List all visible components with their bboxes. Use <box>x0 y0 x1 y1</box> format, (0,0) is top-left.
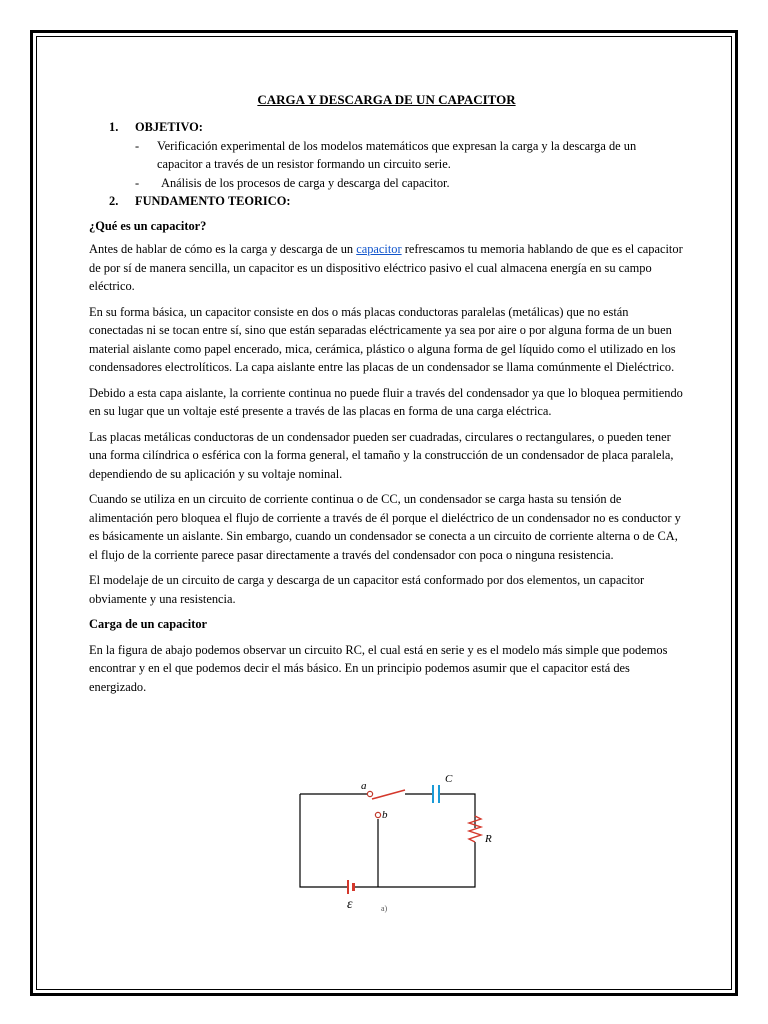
label-c: C <box>445 773 453 785</box>
bullet-text: Verificación experimental de los modelos matemáticos que expresan la carga y la descarga de un capacitor a través de un resistor formando un circuito serie. <box>157 138 637 171</box>
wire-bottom-right <box>355 842 475 887</box>
paragraph: Debido a esta capa aislante, la corriente continua no puede fluir a través del condensador ya que lo bloquea permitiendo en su lugar que un voltaje esté presente a través de las placas en forma de una carga eléctrica. <box>89 385 683 418</box>
objective-bullet <box>89 174 684 193</box>
paragraph-text: refrescamos tu memoria hablando de que es el capacitor de por sí de manera sencilla, un capacitor es un dispositivo eléctrico pasivo el cual almacena energía en su campo eléctrico. <box>89 242 683 293</box>
switch-terminal-b <box>375 812 380 817</box>
battery-plate-short <box>352 883 355 891</box>
rc-circuit-diagram <box>295 770 495 915</box>
paragraph: En su forma básica, un capacitor consiste en dos o más placas conductoras paralelas (metálicas) que no están conectadas ni se tocan entre sí, sino que están separadas eléctricamente ya sea por aire o por alguna forma de un buen material aislante como papel encerado, mica, cerámica, plástico o alguna forma de gel líquido como el utilizado en los condensadores electrolíticos. La capa aislante entre las placas de un condensador se llama comúnmente el Dieléctrico. <box>89 304 676 374</box>
subheading-carga: Carga de un capacitor <box>89 617 208 631</box>
document-title: CARGA Y DESCARGA DE UN CAPACITOR <box>257 92 516 107</box>
switch-terminal-a <box>367 791 372 796</box>
label-r: R <box>485 833 492 845</box>
subheading-que-es: ¿Qué es un capacitor? <box>89 218 207 233</box>
paragraph: Las placas metálicas conductoras de un condensador pueden ser cuadradas, circulares o rectangulares, o pueden tener una forma cilíndrica o esférica con la forma general, el tamaño y la construcción de un condensador de placa paralela, dependiendo de su aplicación y su voltaje nominal. <box>89 429 674 481</box>
section-fundamento <box>89 192 684 211</box>
capacitor-plate-right <box>438 785 440 803</box>
capacitor-plate-left <box>432 785 434 803</box>
section-heading: FUNDAMENTO TEORICO: <box>135 194 291 208</box>
paragraph: En la figura de abajo podemos observar un circuito RC, el cual está en serie y es el modelo más simple que podemos encontrar y en el que podemos decir el más básico. En un principio podemos asumir que el capacitor está des energizado. <box>89 642 668 694</box>
label-emf: ε <box>347 897 353 912</box>
section-heading: OBJETIVO: <box>135 120 203 134</box>
paragraph: El modelaje de un circuito de carga y descarga de un capacitor está conformado por dos elementos, un capacitor obviamente y una resistencia. <box>89 573 645 606</box>
rc-circuit-figure <box>295 770 495 915</box>
bullet-text: Análisis de los procesos de carga y descarga del capacitor. <box>161 175 450 190</box>
document-body <box>89 90 684 703</box>
label-a: a <box>361 780 367 792</box>
label-b: b <box>382 809 388 821</box>
capacitor-link[interactable]: capacitor <box>356 242 402 256</box>
bullet-dash: - <box>135 175 140 190</box>
paragraph-text: Antes de hablar de cómo es la carga y descarga de un <box>89 242 357 256</box>
section-number: 1. <box>109 120 119 134</box>
wire-left <box>300 794 347 887</box>
switch-blade <box>372 790 405 799</box>
section-number: 2. <box>109 194 119 208</box>
bullet-dash: - <box>135 138 140 153</box>
section-objetivo <box>89 118 684 137</box>
paragraph: Cuando se utiliza en un circuito de corriente continua o de CC, un condensador se carga hasta su tensión de alimentación pero bloquea el flujo de corriente a través de él porque el dieléctrico de un condensador no es conductor y es básicamente un aislante. Sin embargo, cuando un condensador se conecta a un circuito de corriente alterna o de CA, el flujo de la corriente parece pasar directamente a través del condensador con poca o ninguna resistencia. <box>89 492 681 562</box>
objective-bullet <box>89 137 684 174</box>
battery-plate-long <box>347 880 349 894</box>
label-figure-part: a) <box>381 904 388 913</box>
paragraph <box>89 240 684 296</box>
